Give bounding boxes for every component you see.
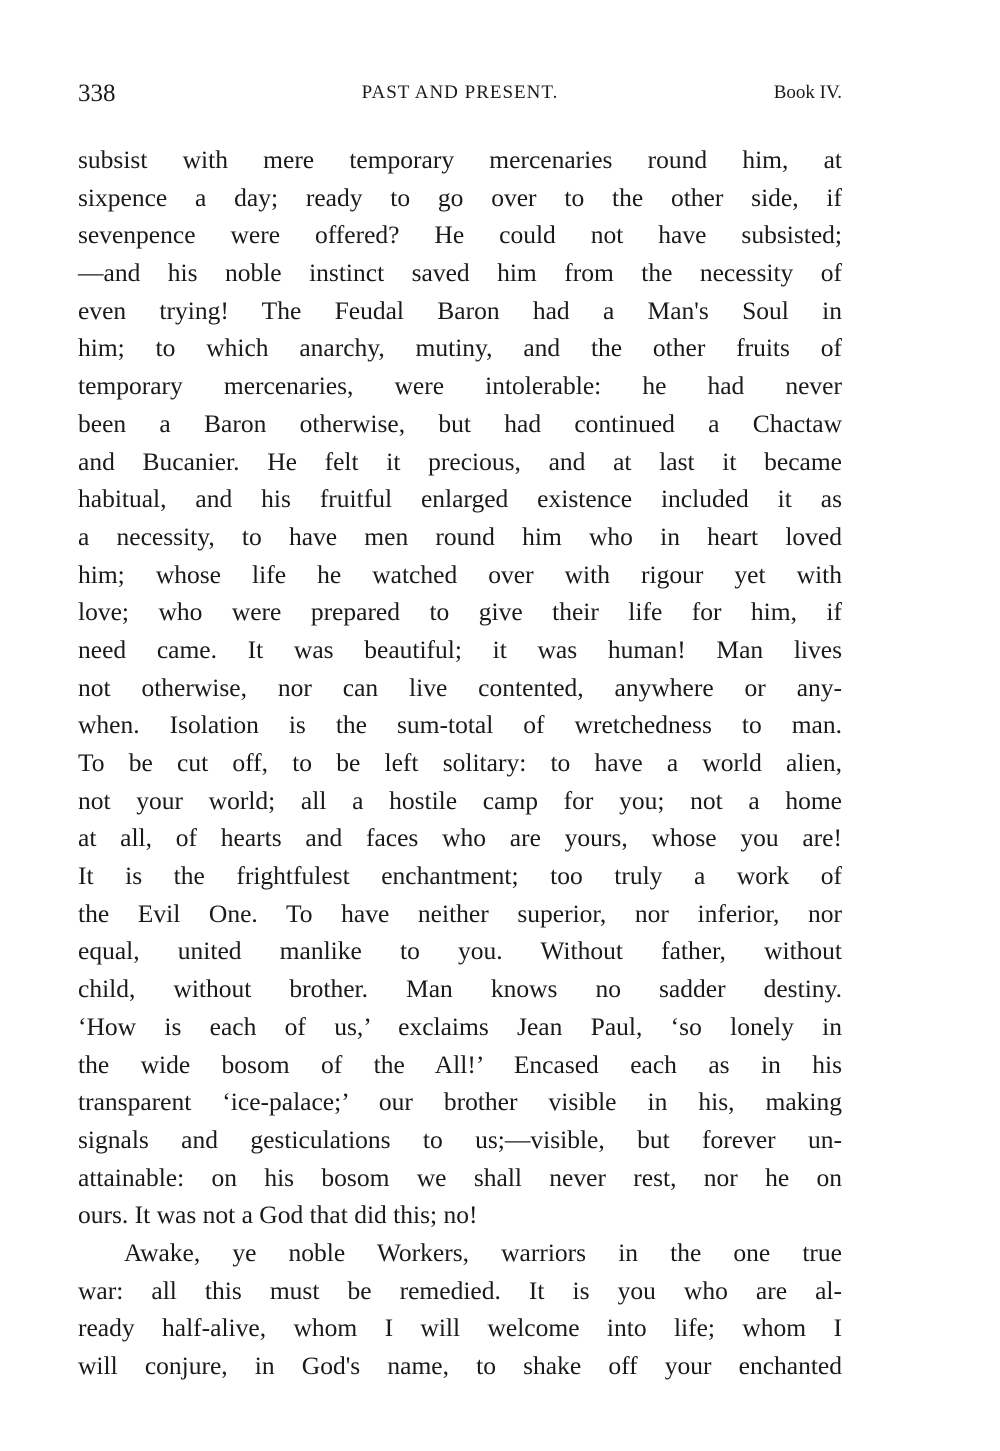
text-line: the Evil One. To have neither superior, nor inferior, nor xyxy=(78,898,842,928)
text-line: love; who were prepared to give their life for him, if xyxy=(78,597,842,627)
text-line: not your world; all a hostile camp for you; not a home xyxy=(78,785,842,815)
text-line: and Bucanier. He felt it precious, and at last it became xyxy=(78,446,842,476)
text-line: It is the frightfulest enchantment; too truly a work of xyxy=(78,861,842,891)
text-line: sixpence a day; ready to go over to the other side, if xyxy=(78,182,842,212)
text-line: subsist with mere temporary mercenaries round him, at xyxy=(78,145,842,174)
text-line: a necessity, to have men round him who in heart loved xyxy=(78,521,842,551)
text-line: transparent ‘ice-palace;’ our brother visible in his, making xyxy=(78,1087,842,1117)
text-line: ready half-alive, whom I will welcome into life; whom I xyxy=(78,1313,842,1343)
text-line: equal, united manlike to you. Without father, without xyxy=(78,936,842,966)
text-line: him; to which anarchy, mutiny, and the other fruits of xyxy=(78,333,842,363)
text-line: not otherwise, nor can live contented, anywhere or any- xyxy=(78,672,842,702)
text-line: him; whose life he watched over with rigour yet with xyxy=(78,559,842,589)
text-line: To be cut off, to be left solitary: to have a world alien, xyxy=(78,748,842,777)
text-line: child, without brother. Man knows no sadder destiny. xyxy=(78,974,842,1004)
text-line: will conjure, in God's name, to shake off your enchanted xyxy=(78,1351,842,1380)
text-line: habitual, and his fruitful enlarged existence included it as xyxy=(78,484,842,514)
text-line: ours. It was not a God that did this; no! xyxy=(78,1200,478,1230)
running-title: PAST AND PRESENT. xyxy=(361,82,559,103)
body-text xyxy=(78,141,842,1385)
text-line: Awake, ye noble Workers, warriors in the one true xyxy=(124,1237,842,1267)
page-number: 338 xyxy=(78,80,116,107)
text-line: even trying! The Feudal Baron had a Man's Soul in xyxy=(78,295,842,325)
text-line: —and his noble instinct saved him from the necessity of xyxy=(78,258,842,288)
text-line: at all, of hearts and faces who are yours, whose you are! xyxy=(78,823,842,853)
text-line: need came. It was beautiful; it was human! Man lives xyxy=(78,634,842,664)
page-header xyxy=(78,80,842,114)
text-line: temporary mercenaries, were intolerable: he had never xyxy=(78,371,842,401)
section-label: Book IV. xyxy=(773,82,842,103)
text-line: ‘How is each of us,’ exclaims Jean Paul, ‘so lonely in xyxy=(78,1011,842,1041)
text-line: been a Baron otherwise, but had continued a Chactaw xyxy=(78,408,842,438)
text-line: war: all this must be remedied. It is you who are al- xyxy=(78,1275,842,1305)
text-line: attainable: on his bosom we shall never rest, nor he on xyxy=(78,1162,842,1192)
text-line: sevenpence were offered? He could not have subsisted; xyxy=(78,220,842,250)
text-line: when. Isolation is the sum-total of wretchedness to man. xyxy=(78,710,842,740)
text-line: signals and gesticulations to us;—visible, but forever un- xyxy=(78,1124,842,1154)
text-line: the wide bosom of the All!’ Encased each as in his xyxy=(78,1049,842,1079)
